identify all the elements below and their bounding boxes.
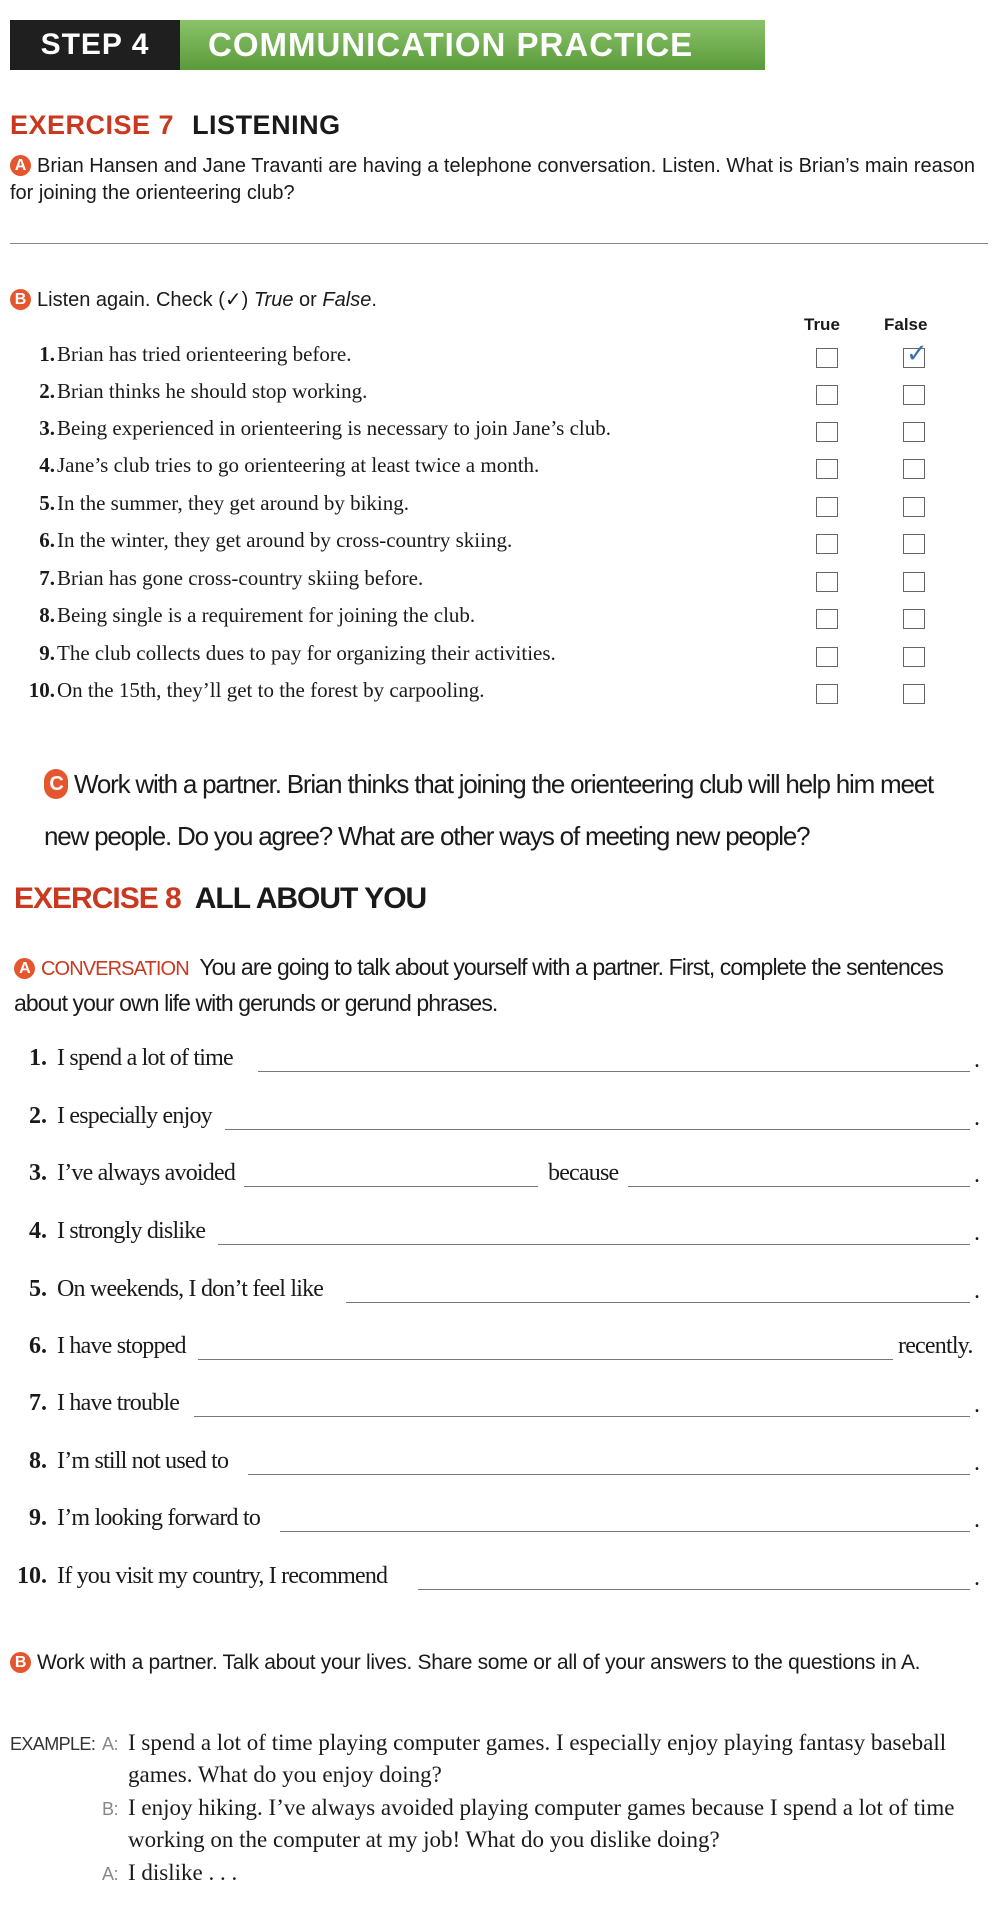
sentence-item: [0, 1448, 1000, 1488]
false-checkbox[interactable]: [903, 339, 928, 369]
false-checkbox[interactable]: [903, 534, 925, 554]
sentence-start: I strongly dislike: [57, 1218, 206, 1244]
item-statement: Being experienced in orienteering is necessary to join Jane’s club.: [57, 416, 611, 440]
part-b-instructions: Work with a partner. Talk about your lives. Share some or all of your answers to the questions in A.: [37, 1651, 921, 1674]
checkmark-icon: ✓: [906, 339, 928, 369]
sentence-start: If you visit my country, I recommend: [57, 1563, 388, 1589]
speaker-label: B:: [102, 1799, 119, 1819]
dialogue-line: I spend a lot of time playing computer games. I especially enjoy playing fantasy baseball games. What do you enjoy doing?: [128, 1730, 947, 1787]
sentence-end: .: [974, 1220, 980, 1246]
item-statement: Being single is a requirement for joining the club.: [57, 603, 476, 627]
true-checkbox[interactable]: [816, 348, 838, 368]
sentence-number: 2.: [29, 1103, 47, 1129]
sentence-number: 6.: [29, 1333, 47, 1359]
false-checkbox[interactable]: [903, 459, 925, 479]
item-number: 4.: [39, 453, 55, 477]
exercise-7-number: EXERCISE 7: [10, 110, 175, 140]
true-false-item: [0, 563, 1000, 600]
exercise-7-part-b: [10, 287, 377, 312]
dialogue-line: I enjoy hiking. I’ve always avoided playing computer games because I spend a lot of time working on the computer at my job! What do you dislike doing?: [128, 1795, 955, 1852]
sentence-item: [0, 1103, 1000, 1143]
sentence-item: [0, 1045, 1000, 1085]
sentence-number: 10.: [17, 1563, 47, 1589]
conversation-label: CONVERSATION: [41, 958, 189, 980]
sentence-end: .: [974, 1392, 980, 1418]
part-b-instructions: Listen again. Check (✓) True or False.: [37, 289, 377, 311]
speaker-label: A:: [102, 1734, 119, 1754]
true-checkbox[interactable]: [816, 422, 838, 442]
exercise-8-title: ALL ABOUT YOU: [194, 882, 427, 915]
answer-blank[interactable]: [225, 1129, 970, 1130]
answer-blank[interactable]: [628, 1186, 970, 1187]
true-checkbox[interactable]: [816, 385, 838, 405]
part-b-badge-icon: B: [10, 1652, 31, 1673]
true-checkbox[interactable]: [816, 572, 838, 592]
false-checkbox[interactable]: [903, 572, 925, 592]
answer-line[interactable]: [10, 243, 988, 244]
answer-blank[interactable]: [258, 1071, 970, 1072]
true-checkbox[interactable]: [816, 609, 838, 629]
answer-blank[interactable]: [346, 1302, 970, 1303]
exercise-8-part-b: [10, 1647, 985, 1678]
false-checkbox[interactable]: [903, 684, 925, 704]
answer-blank[interactable]: [248, 1474, 970, 1475]
false-checkbox[interactable]: [903, 497, 925, 517]
sentence-end: .: [974, 1162, 980, 1188]
true-checkbox[interactable]: [816, 534, 838, 554]
column-header-true: True: [804, 315, 840, 334]
sentence-item: [0, 1333, 1000, 1373]
answer-blank[interactable]: [418, 1589, 970, 1590]
part-c-badge-icon: C: [44, 769, 68, 799]
answer-blank[interactable]: [280, 1531, 970, 1532]
true-checkbox[interactable]: [816, 684, 838, 704]
part-a-instructions: You are going to talk about yourself with a partner. First, complete the sentences about your own life with gerunds or gerund phrases.: [14, 954, 943, 1016]
answer-blank[interactable]: [194, 1416, 970, 1417]
true-false-item: [0, 376, 1000, 413]
sentence-end: recently.: [898, 1333, 973, 1359]
true-false-item: [0, 675, 1000, 712]
true-false-item: [0, 525, 1000, 562]
step-label: STEP 4: [10, 20, 180, 70]
dialogue-line: I dislike . . .: [128, 1860, 238, 1885]
item-number: 5.: [39, 491, 55, 515]
sentence-start: On weekends, I don’t feel like: [57, 1276, 324, 1302]
sentence-item: [0, 1276, 1000, 1316]
exercise-7-heading: [10, 110, 341, 141]
item-statement: Brian has tried orienteering before.: [57, 342, 352, 366]
item-statement: In the winter, they get around by cross-country skiing.: [57, 528, 513, 552]
true-checkbox[interactable]: [816, 647, 838, 667]
sentence-start: I’m looking forward to: [57, 1505, 261, 1531]
sentence-middle: because: [548, 1160, 619, 1186]
sentence-number: 8.: [29, 1448, 47, 1474]
item-number: 10.: [28, 678, 55, 702]
true-false-item: [0, 339, 1000, 376]
sentence-end: .: [974, 1047, 980, 1073]
sentence-start: I’m still not used to: [57, 1448, 229, 1474]
true-false-item: [0, 638, 1000, 675]
item-statement: Brian has gone cross-country skiing before.: [57, 566, 424, 590]
sentence-start: I especially enjoy: [57, 1103, 212, 1129]
true-false-item: [0, 450, 1000, 487]
exercise-8-number: EXERCISE 8: [14, 882, 181, 915]
answer-blank[interactable]: [244, 1186, 538, 1187]
sentence-start: I spend a lot of time: [57, 1045, 233, 1071]
true-false-item: [0, 488, 1000, 525]
sentence-number: 9.: [29, 1505, 47, 1531]
true-false-item: [0, 413, 1000, 450]
sentence-end: .: [974, 1278, 980, 1304]
item-statement: The club collects dues to pay for organizing their activities.: [57, 641, 556, 665]
sentence-item: [0, 1218, 1000, 1258]
part-a-badge-icon: A: [10, 155, 31, 176]
sentence-number: 4.: [29, 1218, 47, 1244]
sentence-item: [0, 1390, 1000, 1430]
answer-blank[interactable]: [198, 1359, 893, 1360]
sentence-start: I have stopped: [57, 1333, 186, 1359]
sentence-number: 7.: [29, 1390, 47, 1416]
sentence-item: [0, 1505, 1000, 1545]
part-a-badge-icon: A: [14, 958, 35, 979]
part-c-instructions: Work with a partner. Brian thinks that joining the orienteering club will help him meet new people. Do you agree? What are other ways of meeting new people?: [44, 769, 934, 851]
true-false-item: [0, 600, 1000, 637]
true-checkbox[interactable]: [816, 497, 838, 517]
answer-blank[interactable]: [218, 1244, 970, 1245]
item-number: 3.: [39, 416, 55, 440]
sentence-item: [0, 1160, 1000, 1200]
item-statement: In the summer, they get around by biking.: [57, 491, 410, 515]
section-title: COMMUNICATION PRACTICE: [180, 20, 765, 70]
item-number: 6.: [39, 528, 55, 552]
sentence-start: I’ve always avoided: [57, 1160, 236, 1186]
item-statement: Jane’s club tries to go orienteering at least twice a month.: [57, 453, 540, 477]
item-number: 8.: [39, 603, 55, 627]
sentence-number: 1.: [29, 1045, 47, 1071]
sentence-end: .: [974, 1105, 980, 1131]
false-checkbox[interactable]: [903, 609, 925, 629]
false-checkbox[interactable]: [903, 422, 925, 442]
sentence-start: I have trouble: [57, 1390, 180, 1416]
speaker-label: A:: [102, 1864, 119, 1884]
exercise-8-part-a: [14, 950, 974, 1020]
item-statement: Brian thinks he should stop working.: [57, 379, 368, 403]
sentence-number: 5.: [29, 1276, 47, 1302]
exercise-7-part-a: [10, 153, 985, 207]
false-checkbox[interactable]: [903, 647, 925, 667]
column-header-false: False: [884, 315, 928, 334]
example-label: EXAMPLE:: [10, 1734, 96, 1754]
part-b-badge-icon: B: [10, 289, 31, 310]
sentence-item: [0, 1563, 1000, 1603]
part-a-instructions: Brian Hansen and Jane Travanti are having a telephone conversation. Listen. What is Brian’s main reason for joining the orienteering club?: [10, 155, 975, 204]
sentence-end: .: [974, 1507, 980, 1533]
exercise-8-heading: [14, 882, 426, 916]
item-number: 9.: [39, 641, 55, 665]
sentence-end: .: [974, 1565, 980, 1591]
sentence-end: .: [974, 1450, 980, 1476]
item-number: 7.: [39, 566, 55, 590]
item-number: 1.: [39, 342, 55, 366]
exercise-7-title: LISTENING: [192, 110, 341, 140]
true-checkbox[interactable]: [816, 459, 838, 479]
item-number: 2.: [39, 379, 55, 403]
exercise-7-part-c: [44, 758, 944, 862]
false-checkbox[interactable]: [903, 385, 925, 405]
sentence-number: 3.: [29, 1160, 47, 1186]
item-statement: On the 15th, they’ll get to the forest by carpooling.: [57, 678, 485, 702]
